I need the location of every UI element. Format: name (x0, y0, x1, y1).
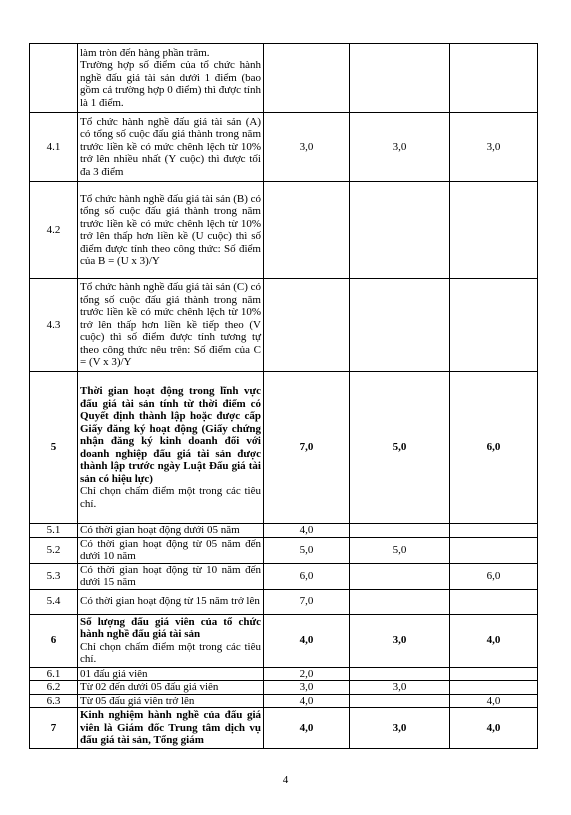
row-number: 5.4 (30, 589, 78, 614)
row-number: 4.2 (30, 182, 78, 279)
criterion-text: Có thời gian hoạt động dưới 05 năm (80, 524, 240, 536)
criterion-text: Từ 05 đấu giá viên trở lên (80, 694, 195, 707)
score-cell-2: 5,0 (350, 372, 450, 524)
score-cell-3: 6,0 (450, 563, 538, 589)
table-row (30, 44, 538, 113)
score-cell-2 (350, 279, 450, 372)
criterion-text: làm tròn đến hàng phần trăm. (80, 46, 210, 59)
score-cell-1: 4,0 (264, 694, 350, 708)
row-number: 4.3 (30, 279, 78, 372)
row-number: 5.3 (30, 563, 78, 589)
score-cell-1: 2,0 (264, 667, 350, 681)
criterion-description (78, 537, 264, 563)
score-cell-3 (450, 589, 538, 614)
table-row (30, 681, 538, 695)
table-row (30, 694, 538, 708)
row-number: 5 (30, 372, 78, 524)
table-row (30, 708, 538, 749)
score-cell-1: 4,0 (264, 708, 350, 749)
score-cell-2: 5,0 (350, 537, 450, 563)
score-cell-1: 5,0 (264, 537, 350, 563)
row-number: 4.1 (30, 113, 78, 182)
criterion-text: Chỉ chọn chấm điểm một trong các tiêu chí. (80, 640, 261, 665)
score-cell-2 (350, 182, 450, 279)
table-row (30, 589, 538, 614)
score-cell-3 (450, 524, 538, 538)
criterion-description (78, 614, 264, 667)
criterion-description (78, 182, 264, 279)
criterion-text: Trường hợp số điểm của tổ chức hành nghề đấu giá tài sản dưới 1 điểm (bao gồm cả trường hợp 0 điểm) thì được tính là 1 điểm. (80, 59, 261, 109)
row-number: 6.3 (30, 694, 78, 708)
score-cell-1: 4,0 (264, 524, 350, 538)
score-cell-2 (350, 44, 450, 113)
criterion-description (78, 667, 264, 681)
score-cell-3: 6,0 (450, 372, 538, 524)
score-cell-3 (450, 681, 538, 695)
criterion-description (78, 681, 264, 695)
table-row (30, 524, 538, 538)
criterion-heading: Thời gian hoạt động trong lĩnh vực đấu giá tài sản tính từ thời điểm có Quyết định thành lập hoặc được cấp Giấy đăng ký hoạt động (Giấy chứng nhận đăng ký kinh doanh đối với doanh nghiệp đấu giá tài sản được thành lập trước ngày Luật Đấu giá tài sản có hiệu lực) (80, 385, 261, 485)
table-row (30, 667, 538, 681)
table-row (30, 537, 538, 563)
row-number: 5.2 (30, 537, 78, 563)
criterion-heading: Số lượng đấu giá viên của tổ chức hành nghề đấu giá tài sản (80, 615, 261, 640)
criterion-text: Tổ chức hành nghề đấu giá tài sản (C) có tổng số cuộc đấu giá thành trong năm trước liền kề có mức chênh lệch từ 10% trở lên thấp hơn liền kề tiếp theo (V cuộc) thì số điểm được tính tương tự theo công thức nêu trên: Số điểm của C = (V x 3)/Y (80, 281, 261, 369)
score-cell-2: 3,0 (350, 708, 450, 749)
criteria-table (29, 43, 538, 749)
criterion-text: Có thời gian hoạt động từ 10 năm đến dưới 15 năm (80, 563, 261, 588)
table-row (30, 372, 538, 524)
criterion-description (78, 694, 264, 708)
table-row (30, 614, 538, 667)
score-cell-2: 3,0 (350, 681, 450, 695)
row-number (30, 44, 78, 113)
score-cell-2 (350, 694, 450, 708)
criterion-text: 01 đấu giá viên (80, 667, 148, 680)
score-cell-3 (450, 667, 538, 681)
score-cell-3: 4,0 (450, 614, 538, 667)
score-cell-3 (450, 44, 538, 113)
criterion-text: Chỉ chọn chấm điểm một trong các tiêu chí. (80, 485, 261, 510)
criterion-description (78, 524, 264, 538)
score-cell-2 (350, 524, 450, 538)
criterion-heading: Kinh nghiệm hành nghề của đấu giá viên là Giám đốc Trung tâm dịch vụ đấu giá tài sản, Tổng giám (80, 709, 261, 747)
score-cell-1: 3,0 (264, 681, 350, 695)
score-cell-1: 3,0 (264, 113, 350, 182)
score-cell-1: 4,0 (264, 614, 350, 667)
criterion-description (78, 279, 264, 372)
score-cell-3 (450, 279, 538, 372)
criterion-description (78, 563, 264, 589)
table-row (30, 563, 538, 589)
score-cell-2 (350, 667, 450, 681)
row-number: 6.1 (30, 667, 78, 681)
score-cell-1 (264, 279, 350, 372)
row-number: 5.1 (30, 524, 78, 538)
table-row (30, 113, 538, 182)
criterion-text: Tổ chức hành nghề đấu giá tài sản (B) có tổng số cuộc đấu giá thành trong năm trước liền kề có mức chênh lệch từ 10% trở lên thấp hơn liền kề (U cuộc) thì số điểm được tính theo công thức: Số điểm của B = (U x 3)/Y (80, 192, 261, 267)
criterion-text: Có thời gian hoạt động từ 15 năm trở lên (80, 595, 260, 608)
criterion-description (78, 113, 264, 182)
score-cell-2: 3,0 (350, 614, 450, 667)
criterion-text: Từ 02 đến dưới 05 đấu giá viên (80, 681, 219, 693)
criterion-text: Tổ chức hành nghề đấu giá tài sản (A) có tổng số cuộc đấu giá thành trong năm trước liền kề có mức chênh lệch từ 10% trở lên nhiều nhất (Y cuộc) thì được tối đa 3 điểm (80, 115, 261, 178)
criteria-table-body (30, 44, 538, 749)
score-cell-1: 7,0 (264, 372, 350, 524)
table-row (30, 279, 538, 372)
score-cell-2 (350, 563, 450, 589)
criterion-text: Có thời gian hoạt động từ 05 năm đến dưới 10 năm (80, 537, 261, 562)
row-number: 6.2 (30, 681, 78, 695)
score-cell-3: 4,0 (450, 694, 538, 708)
score-cell-3: 3,0 (450, 113, 538, 182)
row-number: 6 (30, 614, 78, 667)
score-cell-1: 6,0 (264, 563, 350, 589)
score-cell-3 (450, 537, 538, 563)
row-number: 7 (30, 708, 78, 749)
score-cell-2: 3,0 (350, 113, 450, 182)
score-cell-1 (264, 182, 350, 279)
page-number: 4 (282, 774, 289, 786)
score-cell-1: 7,0 (264, 589, 350, 614)
score-cell-3: 4,0 (450, 708, 538, 749)
score-cell-1 (264, 44, 350, 113)
table-row (30, 182, 538, 279)
criterion-description (78, 708, 264, 749)
criterion-description (78, 44, 264, 113)
score-cell-2 (350, 589, 450, 614)
score-cell-3 (450, 182, 538, 279)
criterion-description (78, 372, 264, 524)
criterion-description (78, 589, 264, 614)
